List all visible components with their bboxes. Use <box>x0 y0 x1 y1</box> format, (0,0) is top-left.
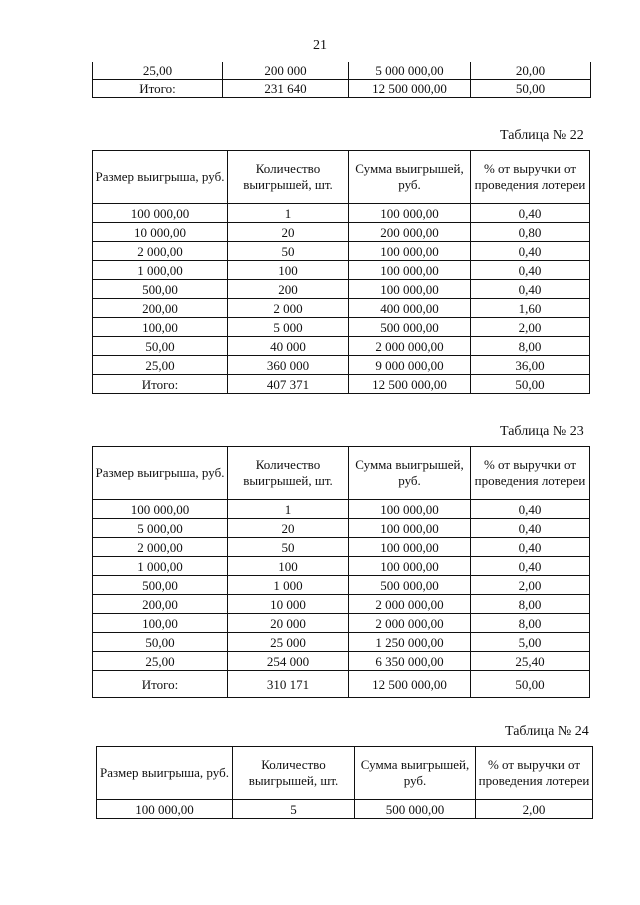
table-cell: 8,00 <box>471 595 590 614</box>
table-cell: 5 000 000,00 <box>349 62 471 80</box>
table-cell: 2 000,00 <box>93 538 228 557</box>
table-cell: 2 000 000,00 <box>349 595 471 614</box>
table-row <box>93 337 590 356</box>
table-cell: 0,40 <box>471 261 590 280</box>
table-cell: 100 000,00 <box>349 261 471 280</box>
table-header-row <box>93 151 590 204</box>
table-cell: 20,00 <box>471 62 591 80</box>
table-cell: 8,00 <box>471 614 590 633</box>
table-cell: 254 000 <box>228 652 349 671</box>
table-cell: 20 <box>228 519 349 538</box>
table-cell: 100 000,00 <box>349 242 471 261</box>
table-cell: 500 000,00 <box>355 800 476 819</box>
table-row <box>93 280 590 299</box>
table-row <box>93 538 590 557</box>
table-22-caption: Таблица № 22 <box>500 128 584 143</box>
table-cell: 500 000,00 <box>349 576 471 595</box>
prize-table-22 <box>92 150 590 394</box>
table-cell: 25 000 <box>228 633 349 652</box>
table-row <box>93 223 590 242</box>
table-cell: Итого: <box>93 671 228 698</box>
table-row <box>93 652 590 671</box>
table-row <box>93 261 590 280</box>
table-cell: 200,00 <box>93 299 228 318</box>
table-cell: 12 500 000,00 <box>349 375 471 394</box>
header-prize-count: Количество выигрышей, шт. <box>228 151 349 204</box>
header-prize-count: Количество выигрышей, шт. <box>233 747 355 800</box>
table-cell: 0,40 <box>471 242 590 261</box>
table-cell: 50 <box>228 242 349 261</box>
header-prize-sum: Сумма выигрышей, руб. <box>349 447 471 500</box>
header-revenue-percent: % от выручки от проведения лотереи <box>476 747 593 800</box>
table-cell: 2 000 000,00 <box>349 337 471 356</box>
table-cell: 100,00 <box>93 614 228 633</box>
table-cell: 0,40 <box>471 557 590 576</box>
table-cell: 50 <box>228 538 349 557</box>
table-cell: 1 250 000,00 <box>349 633 471 652</box>
table-cell: 200 <box>228 280 349 299</box>
table-cell: 500 000,00 <box>349 318 471 337</box>
table-cell: 36,00 <box>471 356 590 375</box>
header-revenue-percent: % от выручки от проведения лотереи <box>471 151 590 204</box>
table-cell: 100 <box>228 261 349 280</box>
table-cell: 1 000,00 <box>93 557 228 576</box>
table-cell: 310 171 <box>228 671 349 698</box>
table-cell: 1 000 <box>228 576 349 595</box>
table-row <box>93 318 590 337</box>
header-prize-size: Размер выигрыша, руб. <box>93 447 228 500</box>
table-cell: 1 <box>228 500 349 519</box>
table-row <box>93 356 590 375</box>
table-cell: 12 500 000,00 <box>349 671 471 698</box>
table-cell: 500,00 <box>93 576 228 595</box>
header-prize-count: Количество выигрышей, шт. <box>228 447 349 500</box>
table-cell: 100,00 <box>93 318 228 337</box>
table-cell: 10 000,00 <box>93 223 228 242</box>
prize-table-24 <box>96 746 593 819</box>
header-prize-size: Размер выигрыша, руб. <box>97 747 233 800</box>
table-row <box>93 62 591 80</box>
table-cell: 100 000,00 <box>93 500 228 519</box>
table-cell: 5 000,00 <box>93 519 228 538</box>
table-cell: 25,00 <box>93 62 223 80</box>
table-row <box>93 242 590 261</box>
table-cell: 100 000,00 <box>349 280 471 299</box>
table-cell: 25,00 <box>93 356 228 375</box>
table-cell: 100 <box>228 557 349 576</box>
table-cell: 400 000,00 <box>349 299 471 318</box>
table-row <box>93 500 590 519</box>
table-cell: 0,40 <box>471 204 590 223</box>
table-23-caption: Таблица № 23 <box>500 424 584 439</box>
table-cell: 2 000,00 <box>93 242 228 261</box>
table-cell: 100 000,00 <box>349 204 471 223</box>
table-cell: 100 000,00 <box>349 500 471 519</box>
header-revenue-percent: % от выручки от проведения лотереи <box>471 447 590 500</box>
table-row <box>93 204 590 223</box>
table-cell: 100 000,00 <box>349 557 471 576</box>
table-row <box>93 576 590 595</box>
table-cell: 50,00 <box>471 80 591 98</box>
table-24-caption: Таблица № 24 <box>505 724 589 739</box>
table-cell: Итого: <box>93 375 228 394</box>
table-row-total <box>93 671 590 698</box>
table-row <box>93 614 590 633</box>
table-cell: 5,00 <box>471 633 590 652</box>
table-cell: 100 000,00 <box>349 538 471 557</box>
table-cell: 360 000 <box>228 356 349 375</box>
table-cell: 1 <box>228 204 349 223</box>
table-row-total <box>93 375 590 394</box>
table-cell: 50,00 <box>471 671 590 698</box>
table-cell: 8,00 <box>471 337 590 356</box>
table-cell: 2,00 <box>471 576 590 595</box>
table-cell: 1,60 <box>471 299 590 318</box>
table-cell: 20 <box>228 223 349 242</box>
table-cell: 5 000 <box>228 318 349 337</box>
table-cell: 5 <box>233 800 355 819</box>
table-cell: 407 371 <box>228 375 349 394</box>
table-row <box>93 519 590 538</box>
table-cell: 10 000 <box>228 595 349 614</box>
table-cell: 9 000 000,00 <box>349 356 471 375</box>
header-prize-sum: Сумма выигрышей, руб. <box>349 151 471 204</box>
table-row-total <box>93 80 591 98</box>
table-header-row <box>93 447 590 500</box>
table-header-row <box>97 747 593 800</box>
table-cell: 20 000 <box>228 614 349 633</box>
table-cell: 6 350 000,00 <box>349 652 471 671</box>
table-cell: 1 000,00 <box>93 261 228 280</box>
table-cell: 0,40 <box>471 500 590 519</box>
table-cell: 50,00 <box>471 375 590 394</box>
table-cell: 2 000 <box>228 299 349 318</box>
table-cell: 50,00 <box>93 337 228 356</box>
table-cell: 2 000 000,00 <box>349 614 471 633</box>
table-cell: 200,00 <box>93 595 228 614</box>
table-cell: 100 000,00 <box>97 800 233 819</box>
table-cell: 0,40 <box>471 538 590 557</box>
table-row <box>93 595 590 614</box>
table-cell: 25,00 <box>93 652 228 671</box>
table-cell: Итого: <box>93 80 223 98</box>
table-cell: 40 000 <box>228 337 349 356</box>
table-row <box>93 633 590 652</box>
table-cell: 2,00 <box>471 318 590 337</box>
table-cell: 0,80 <box>471 223 590 242</box>
table-cell: 200 000,00 <box>349 223 471 242</box>
table-cell: 0,40 <box>471 519 590 538</box>
table-cell: 2,00 <box>476 800 593 819</box>
table-cell: 25,40 <box>471 652 590 671</box>
table-cell: 500,00 <box>93 280 228 299</box>
header-prize-size: Размер выигрыша, руб. <box>93 151 228 204</box>
table-cell: 0,40 <box>471 280 590 299</box>
table-row <box>97 800 593 819</box>
table-row <box>93 557 590 576</box>
table-cell: 200 000 <box>223 62 349 80</box>
table-cell: 12 500 000,00 <box>349 80 471 98</box>
table-cell: 100 000,00 <box>349 519 471 538</box>
table-cell: 231 640 <box>223 80 349 98</box>
page-number: 21 <box>313 38 327 53</box>
prize-table-23 <box>92 446 590 698</box>
table-cell: 100 000,00 <box>93 204 228 223</box>
header-prize-sum: Сумма выигрышей, руб. <box>355 747 476 800</box>
table-cell: 50,00 <box>93 633 228 652</box>
prize-table-continuation <box>92 62 591 98</box>
table-row <box>93 299 590 318</box>
